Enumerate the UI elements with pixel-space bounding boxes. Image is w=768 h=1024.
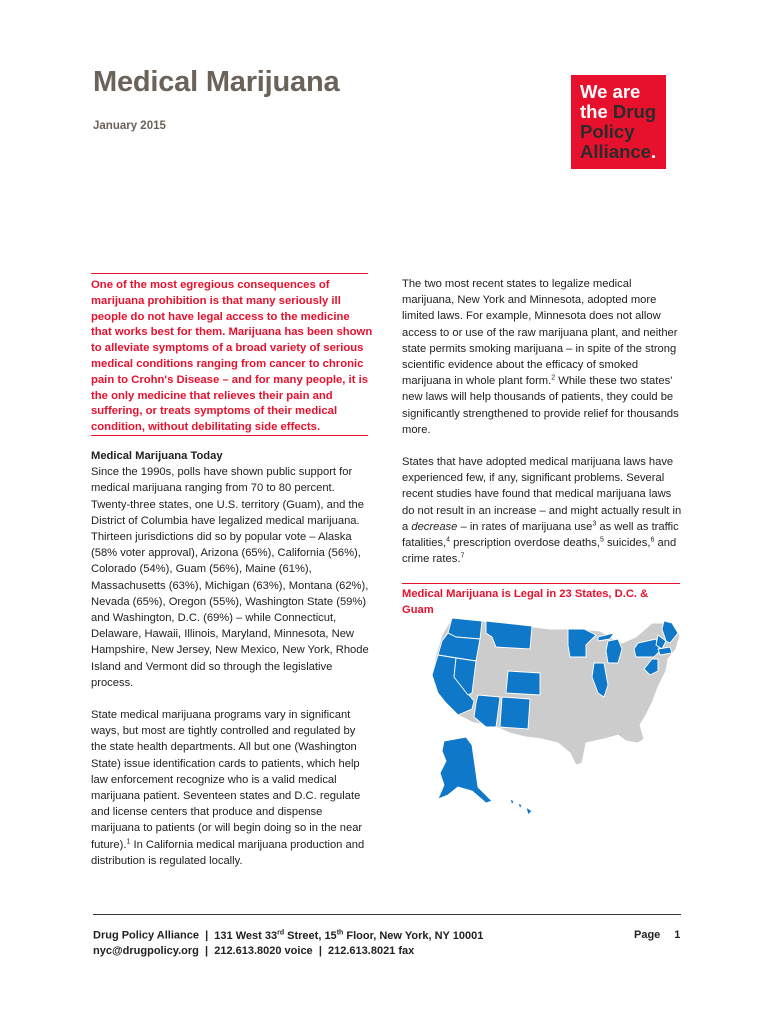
logo-line-1: We are xyxy=(580,81,641,102)
paragraph-recent-states: The two most recent states to legalize medical marijuana, New York and Minnesota, adopted more limited laws. For example, Minnesota does not allow access to or use of the raw marijuana plant, and neither state permits smoking marijuana – in spite of the strong scientific evidence about the efficacy of smoked marijuana in whole plant form.$^2$ While these two states' new laws will help thousands of patients, they could be significantly strengthened to provide relief for thousands more. xyxy=(402,278,679,436)
left-column xyxy=(91,448,373,885)
paragraph-state-programs: State medical marijuana programs vary in significant ways, but most are tightly controlled and regulated by the state health departments. All but one (Washington State) issue identification cards to patients, which help law enforcement recognize who is a valid medical marijuana patient. Seventeen states and D.C. regulate and license centers that produce and dispense marijuana to patients (or will begin doing so in the near future).$^1$ In California medical marijuana production and distribution is regulated locally. xyxy=(91,709,365,867)
footer-rule xyxy=(93,914,681,915)
footer-org-name: Drug Policy Alliance xyxy=(93,929,199,942)
footer-contact-line: nyc@drugpolicy.org | 212.613.8020 voice | 212.613.8021 fax xyxy=(93,945,415,957)
drug-policy-alliance-logo[interactable] xyxy=(571,75,666,169)
footer-voice-number: 212.613.8020 voice xyxy=(214,945,313,957)
map-top-rule xyxy=(402,583,680,584)
intro-top-rule xyxy=(91,273,368,274)
footnote-ref-2[interactable]: 2 xyxy=(551,374,556,382)
footer-email-link[interactable]: nyc@drugpolicy.org xyxy=(93,945,199,957)
footer-fax-number: 212.613.8021 fax xyxy=(328,945,415,957)
paragraph-no-problems: States that have adopted medical marijuana laws have experienced few, if any, significant problems. Several recent studies have found that medical marijuana laws do not result in an increase – and might actually result in a decrease – in rates of marijuana use$^3$ as well as traffic fatalities,$^4$ prescription overdose deaths,$^5$ suicides,$^6$ and crime rates.$^7$ xyxy=(402,456,682,566)
publication-date: January 2015 xyxy=(93,120,166,132)
logo-line-4: Alliance. xyxy=(580,141,657,162)
footnote-ref-6[interactable]: 6 xyxy=(650,536,655,544)
footnote-ref-4[interactable]: 4 xyxy=(446,536,451,544)
right-column xyxy=(402,276,684,583)
footnote-ref-7[interactable]: 7 xyxy=(460,552,465,560)
footer-address: 131 West 33rd Street, 15th Floor, New York, NY 10001 xyxy=(214,929,484,942)
section-heading: Medical Marijuana Today xyxy=(91,450,223,462)
logo-line-3: Policy xyxy=(580,121,635,142)
intro-bottom-rule xyxy=(91,435,368,436)
page-number: Page 1 xyxy=(634,929,681,941)
logo-line-2: the Drug xyxy=(580,101,657,122)
footnote-ref-3[interactable]: 3 xyxy=(592,520,597,528)
intro-callout: One of the most egregious consequences of marijuana prohibition is that many seriously ill people do not have legal access to the medicine that works best for them. Marijuana has been shown to alleviate symptoms of a broad variety of serious medical conditions ranging from cancer to chronic pain to Crohn's Disease – and for many people, it is the only medicine that relieves their pain and suffering, or treats symptoms of their medical condition, without debilitating side effects. xyxy=(91,279,373,434)
map-title: Medical Marijuana is Legal in 23 States, D.C. & Guam xyxy=(402,588,649,616)
footnote-ref-5[interactable]: 5 xyxy=(599,536,604,544)
state-colorado xyxy=(506,671,540,695)
state-new-england-south xyxy=(658,647,672,655)
state-hawaii xyxy=(510,799,532,815)
footnote-ref-1[interactable]: 1 xyxy=(126,837,131,845)
page-title: Medical Marijuana xyxy=(93,66,340,98)
footer-address-line: Drug Policy Alliance | 131 West 33rd Street, 15th Floor, New York, NY 10001 xyxy=(93,929,484,942)
paragraph-public-support: Since the 1990s, polls have shown public support for medical marijuana ranging from 70 to 80 percent. Twenty-three states, one U.S. territory (Guam), and the District of Columbia have legalized medical marijuana. Thirteen jurisdictions did so by popular vote – Alaska (58% voter approval), Arizona (65%), California (56%), Colorado (54%), Guam (56%), Maine (61%), Massachusetts (63%), Michigan (63%), Montana (62%), Nevada (65%), Oregon (55%), Washington State (59%) and Washington, D.C. (69%) – while Connecticut, Delaware, Hawaii, Illinois, Maryland, Minnesota, New Hampshire, New Jersey, New Mexico, New York, Rhode Island and Vermont did so through the legislative process. xyxy=(91,466,369,689)
state-alaska xyxy=(438,737,492,803)
us-states-map xyxy=(422,615,684,823)
state-new-mexico xyxy=(500,697,530,729)
